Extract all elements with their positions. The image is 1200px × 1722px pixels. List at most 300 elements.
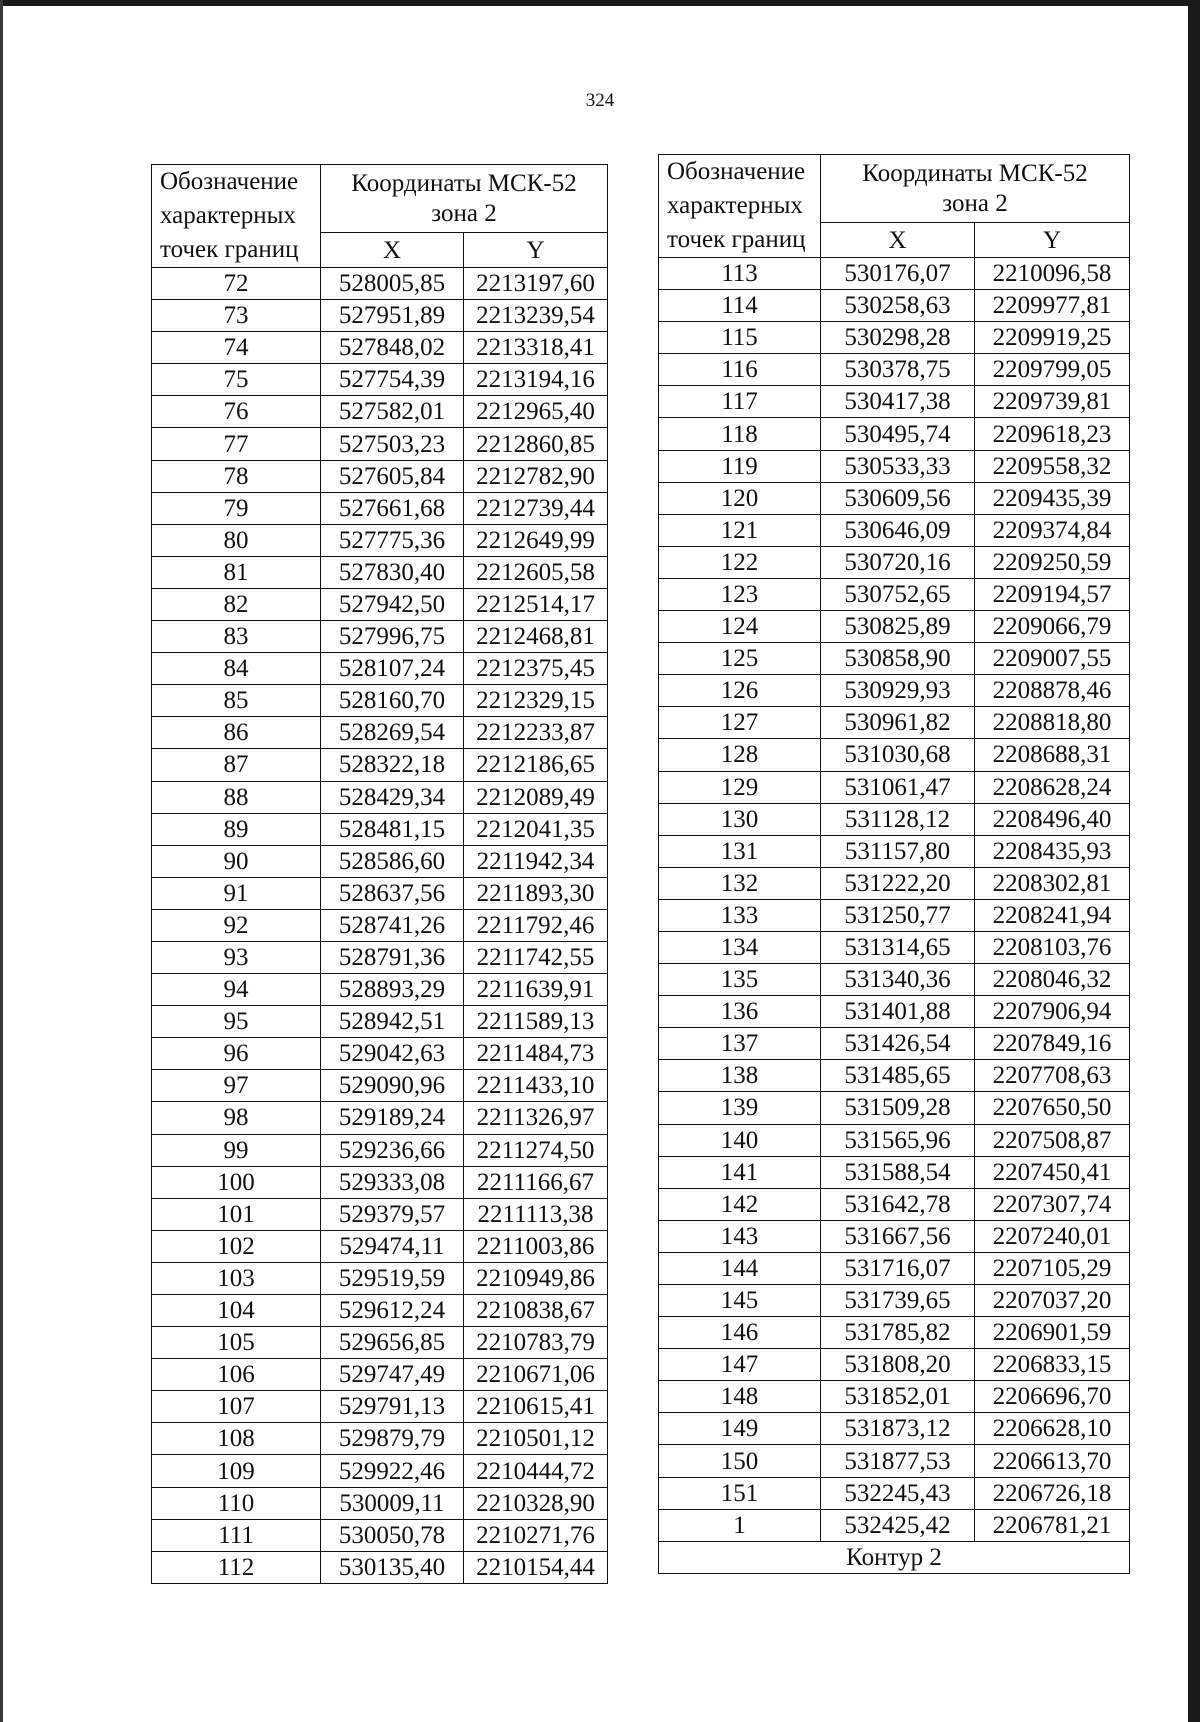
y-cell: 2210615,41 <box>464 1391 608 1423</box>
y-cell: 2209435,39 <box>975 482 1130 514</box>
table-row <box>152 588 608 620</box>
table-row <box>152 556 608 588</box>
y-cell: 2208818,80 <box>975 707 1130 739</box>
y-cell: 2212233,87 <box>464 717 608 749</box>
x-cell: 529189,24 <box>321 1102 464 1134</box>
point-cell: 93 <box>152 941 321 973</box>
x-cell: 528269,54 <box>321 717 464 749</box>
x-cell: 531852,01 <box>821 1381 975 1413</box>
table-row <box>659 1220 1130 1252</box>
y-cell: 2207450,41 <box>975 1156 1130 1188</box>
point-cell: 140 <box>659 1124 821 1156</box>
y-cell: 2210444,72 <box>464 1455 608 1487</box>
point-column-header: Обозначение характерных точек границ <box>152 165 321 268</box>
table-row <box>659 1188 1130 1220</box>
y-cell: 2212860,85 <box>464 428 608 460</box>
y-cell: 2207650,50 <box>975 1092 1130 1124</box>
x-cell: 531667,56 <box>821 1220 975 1252</box>
table-row <box>152 781 608 813</box>
point-cell: 126 <box>659 675 821 707</box>
x-cell: 528586,60 <box>321 845 464 877</box>
y-cell: 2213194,16 <box>464 364 608 396</box>
x-cell: 527582,01 <box>321 396 464 428</box>
point-cell: 87 <box>152 749 321 781</box>
point-column-header: Обозначение характерных точек границ <box>659 155 821 258</box>
table-body-left <box>152 268 608 1584</box>
y-cell: 2208628,24 <box>975 771 1130 803</box>
table-row <box>659 996 1130 1028</box>
y-cell: 2210096,58 <box>975 258 1130 290</box>
point-cell: 77 <box>152 428 321 460</box>
point-cell: 81 <box>152 556 321 588</box>
y-cell: 2212329,15 <box>464 685 608 717</box>
table-row <box>659 1477 1130 1509</box>
point-cell: 139 <box>659 1092 821 1124</box>
scan-border-top <box>0 0 1200 6</box>
x-cell: 529042,63 <box>321 1038 464 1070</box>
point-cell: 130 <box>659 803 821 835</box>
table-row <box>659 675 1130 707</box>
point-cell: 151 <box>659 1477 821 1509</box>
point-cell: 108 <box>152 1423 321 1455</box>
point-cell: 119 <box>659 450 821 482</box>
y-cell: 2212468,81 <box>464 621 608 653</box>
point-cell: 142 <box>659 1188 821 1220</box>
table-row <box>152 653 608 685</box>
x-cell: 527830,40 <box>321 556 464 588</box>
table-row <box>152 332 608 364</box>
x-cell: 529879,79 <box>321 1423 464 1455</box>
point-cell: 123 <box>659 578 821 610</box>
table-row <box>659 482 1130 514</box>
point-cell: 145 <box>659 1285 821 1317</box>
table-row <box>152 1359 608 1391</box>
table-row <box>659 1252 1130 1284</box>
x-cell: 529612,24 <box>321 1295 464 1327</box>
x-cell: 529791,13 <box>321 1391 464 1423</box>
x-cell: 531340,36 <box>821 964 975 996</box>
point-cell: 127 <box>659 707 821 739</box>
x-cell: 531426,54 <box>821 1028 975 1060</box>
y-cell: 2211792,46 <box>464 909 608 941</box>
x-cell: 531808,20 <box>821 1349 975 1381</box>
y-cell: 2207240,01 <box>975 1220 1130 1252</box>
point-cell: 150 <box>659 1445 821 1477</box>
y-cell: 2209799,05 <box>975 354 1130 386</box>
point-cell: 104 <box>152 1295 321 1327</box>
x-cell: 527848,02 <box>321 332 464 364</box>
x-cell: 530298,28 <box>821 322 975 354</box>
x-cell: 531642,78 <box>821 1188 975 1220</box>
point-cell: 90 <box>152 845 321 877</box>
x-cell: 528893,29 <box>321 974 464 1006</box>
table-row <box>659 1124 1130 1156</box>
table-row <box>152 268 608 300</box>
point-cell: 129 <box>659 771 821 803</box>
point-cell: 137 <box>659 1028 821 1060</box>
table-row <box>152 877 608 909</box>
point-cell: 141 <box>659 1156 821 1188</box>
x-cell: 531739,65 <box>821 1285 975 1317</box>
y-cell: 2207708,63 <box>975 1060 1130 1092</box>
point-cell: 74 <box>152 332 321 364</box>
y-cell: 2209066,79 <box>975 611 1130 643</box>
x-cell: 531128,12 <box>821 803 975 835</box>
x-cell: 529747,49 <box>321 1359 464 1391</box>
y-cell: 2211893,30 <box>464 877 608 909</box>
y-cell: 2212041,35 <box>464 813 608 845</box>
y-cell: 2211113,38 <box>464 1198 608 1230</box>
table-row <box>659 418 1130 450</box>
x-cell: 532425,42 <box>821 1509 975 1541</box>
table-row <box>152 1038 608 1070</box>
table-row <box>152 1391 608 1423</box>
point-cell: 75 <box>152 364 321 396</box>
table-row <box>659 386 1130 418</box>
table-row <box>152 749 608 781</box>
x-cell: 529236,66 <box>321 1134 464 1166</box>
x-cell: 528322,18 <box>321 749 464 781</box>
x-cell: 531509,28 <box>821 1092 975 1124</box>
y-cell: 2212186,65 <box>464 749 608 781</box>
y-cell: 2208046,32 <box>975 964 1130 996</box>
table-row <box>152 428 608 460</box>
x-cell: 530825,89 <box>821 611 975 643</box>
point-cell: 113 <box>659 258 821 290</box>
y-cell: 2211484,73 <box>464 1038 608 1070</box>
point-cell: 103 <box>152 1262 321 1294</box>
point-cell: 92 <box>152 909 321 941</box>
table-row <box>659 739 1130 771</box>
table-row <box>152 1102 608 1134</box>
x-cell: 530495,74 <box>821 418 975 450</box>
y-cell: 2211166,67 <box>464 1166 608 1198</box>
x-cell: 531030,68 <box>821 739 975 771</box>
table-row <box>152 1551 608 1583</box>
x-cell: 530135,40 <box>321 1551 464 1583</box>
y-cell: 2210271,76 <box>464 1519 608 1551</box>
point-cell: 95 <box>152 1006 321 1038</box>
x-cell: 530929,93 <box>821 675 975 707</box>
table-row <box>659 546 1130 578</box>
point-cell: 82 <box>152 588 321 620</box>
x-cell: 530417,38 <box>821 386 975 418</box>
x-cell: 528741,26 <box>321 909 464 941</box>
table-row <box>659 771 1130 803</box>
table-row <box>152 717 608 749</box>
scan-border-left <box>0 0 3 1722</box>
x-cell: 531314,65 <box>821 931 975 963</box>
point-cell: 132 <box>659 867 821 899</box>
y-cell: 2209250,59 <box>975 546 1130 578</box>
x-cell: 528637,56 <box>321 877 464 909</box>
point-cell: 115 <box>659 322 821 354</box>
y-cell: 2210838,67 <box>464 1295 608 1327</box>
point-cell: 125 <box>659 643 821 675</box>
table-row <box>152 1198 608 1230</box>
x-cell: 531716,07 <box>821 1252 975 1284</box>
y-cell: 2208688,31 <box>975 739 1130 771</box>
y-cell: 2210501,12 <box>464 1423 608 1455</box>
x-cell: 527661,68 <box>321 492 464 524</box>
x-cell: 528160,70 <box>321 685 464 717</box>
point-cell: 133 <box>659 899 821 931</box>
x-cell: 529519,59 <box>321 1262 464 1294</box>
x-cell: 531061,47 <box>821 771 975 803</box>
x-cell: 531785,82 <box>821 1317 975 1349</box>
point-cell: 80 <box>152 524 321 556</box>
x-cell: 530961,82 <box>821 707 975 739</box>
point-cell: 114 <box>659 290 821 322</box>
table-row <box>659 1285 1130 1317</box>
point-cell: 105 <box>152 1327 321 1359</box>
y-cell: 2213318,41 <box>464 332 608 364</box>
table-row <box>659 1060 1130 1092</box>
point-cell: 121 <box>659 514 821 546</box>
table-row <box>152 909 608 941</box>
y-cell: 2208241,94 <box>975 899 1130 931</box>
table-row <box>659 1349 1130 1381</box>
table-row <box>152 1230 608 1262</box>
point-cell: 128 <box>659 739 821 771</box>
table-row <box>659 578 1130 610</box>
table-row <box>659 1445 1130 1477</box>
point-cell: 84 <box>152 653 321 685</box>
x-cell: 531485,65 <box>821 1060 975 1092</box>
y-cell: 2209919,25 <box>975 322 1130 354</box>
y-cell: 2210154,44 <box>464 1551 608 1583</box>
x-cell: 528107,24 <box>321 653 464 685</box>
x-cell: 531588,54 <box>821 1156 975 1188</box>
x-cell: 531222,20 <box>821 867 975 899</box>
table-row <box>659 354 1130 386</box>
y-cell: 2207307,74 <box>975 1188 1130 1220</box>
point-cell: 143 <box>659 1220 821 1252</box>
point-cell: 73 <box>152 300 321 332</box>
point-cell: 86 <box>152 717 321 749</box>
table-row <box>659 258 1130 290</box>
point-cell: 109 <box>152 1455 321 1487</box>
table-row <box>152 460 608 492</box>
table-row <box>152 813 608 845</box>
point-cell: 138 <box>659 1060 821 1092</box>
y-cell: 2209374,84 <box>975 514 1130 546</box>
table-row <box>659 1509 1130 1541</box>
y-cell: 2208302,81 <box>975 867 1130 899</box>
point-cell: 122 <box>659 546 821 578</box>
table-row <box>659 611 1130 643</box>
point-cell: 118 <box>659 418 821 450</box>
table-row <box>659 290 1130 322</box>
table-row <box>659 322 1130 354</box>
point-cell: 124 <box>659 611 821 643</box>
y-cell: 2206613,70 <box>975 1445 1130 1477</box>
y-cell: 2211639,91 <box>464 974 608 1006</box>
x-cell: 530858,90 <box>821 643 975 675</box>
table-row <box>659 931 1130 963</box>
y-cell: 2212965,40 <box>464 396 608 428</box>
table-row <box>152 364 608 396</box>
y-cell: 2212605,58 <box>464 556 608 588</box>
point-cell: 76 <box>152 396 321 428</box>
point-cell: 83 <box>152 621 321 653</box>
table-row <box>659 1156 1130 1188</box>
table-row <box>659 964 1130 996</box>
point-cell: 91 <box>152 877 321 909</box>
y-cell: 2207105,29 <box>975 1252 1130 1284</box>
coordinates-group-header: Координаты МСК-52 зона 2 <box>321 165 608 233</box>
point-cell: 120 <box>659 482 821 514</box>
x-cell: 531157,80 <box>821 835 975 867</box>
y-cell: 2207508,87 <box>975 1124 1130 1156</box>
x-cell: 530258,63 <box>821 290 975 322</box>
y-cell: 2209618,23 <box>975 418 1130 450</box>
point-cell: 89 <box>152 813 321 845</box>
x-cell: 527605,84 <box>321 460 464 492</box>
table-row <box>152 1166 608 1198</box>
y-cell: 2206833,15 <box>975 1349 1130 1381</box>
table-row <box>659 450 1130 482</box>
page-number: 324 <box>585 90 615 111</box>
point-cell: 117 <box>659 386 821 418</box>
y-cell: 2211274,50 <box>464 1134 608 1166</box>
point-cell: 102 <box>152 1230 321 1262</box>
table-row <box>152 524 608 556</box>
point-cell: 79 <box>152 492 321 524</box>
table-row <box>659 1092 1130 1124</box>
x-cell: 531877,53 <box>821 1445 975 1477</box>
y-cell: 2208103,76 <box>975 931 1130 963</box>
y-cell: 2210671,06 <box>464 1359 608 1391</box>
y-cell: 2210783,79 <box>464 1327 608 1359</box>
y-cell: 2206781,21 <box>975 1509 1130 1541</box>
point-cell: 111 <box>152 1519 321 1551</box>
table-row <box>659 707 1130 739</box>
point-cell: 136 <box>659 996 821 1028</box>
x-cell: 528429,34 <box>321 781 464 813</box>
x-cell: 530752,65 <box>821 578 975 610</box>
point-cell: 149 <box>659 1413 821 1445</box>
table-row <box>152 492 608 524</box>
table-row <box>659 1028 1130 1060</box>
y-cell: 2211942,34 <box>464 845 608 877</box>
point-cell: 106 <box>152 1359 321 1391</box>
y-cell: 2207037,20 <box>975 1285 1130 1317</box>
x-cell: 529656,85 <box>321 1327 464 1359</box>
x-column-header: X <box>321 233 464 268</box>
point-cell: 116 <box>659 354 821 386</box>
x-cell: 527996,75 <box>321 621 464 653</box>
x-cell: 528791,36 <box>321 941 464 973</box>
table-row <box>152 1519 608 1551</box>
point-cell: 144 <box>659 1252 821 1284</box>
table-body-right <box>659 258 1130 1542</box>
y-cell: 2206726,18 <box>975 1477 1130 1509</box>
y-cell: 2212089,49 <box>464 781 608 813</box>
y-cell: 2211433,10 <box>464 1070 608 1102</box>
y-cell: 2212739,44 <box>464 492 608 524</box>
point-cell: 94 <box>152 974 321 1006</box>
coordinates-table-right <box>658 154 1130 1574</box>
point-cell: 78 <box>152 460 321 492</box>
table-row <box>659 803 1130 835</box>
point-cell: 100 <box>152 1166 321 1198</box>
y-cell: 2210949,86 <box>464 1262 608 1294</box>
table-row <box>152 1006 608 1038</box>
x-cell: 530646,09 <box>821 514 975 546</box>
x-column-header: X <box>821 223 975 258</box>
x-cell: 527951,89 <box>321 300 464 332</box>
table-row <box>152 941 608 973</box>
point-cell: 134 <box>659 931 821 963</box>
point-cell: 99 <box>152 1134 321 1166</box>
table-row <box>152 685 608 717</box>
y-cell: 2206628,10 <box>975 1413 1130 1445</box>
x-cell: 528942,51 <box>321 1006 464 1038</box>
point-cell: 135 <box>659 964 821 996</box>
table-row <box>152 1262 608 1294</box>
table-row <box>659 1317 1130 1349</box>
table-row <box>152 1134 608 1166</box>
y-cell: 2212375,45 <box>464 653 608 685</box>
x-cell: 528005,85 <box>321 268 464 300</box>
x-cell: 529333,08 <box>321 1166 464 1198</box>
coordinates-group-header: Координаты МСК-52 зона 2 <box>821 155 1130 223</box>
x-cell: 530720,16 <box>821 546 975 578</box>
point-cell: 85 <box>152 685 321 717</box>
y-cell: 2211589,13 <box>464 1006 608 1038</box>
x-cell: 531250,77 <box>821 899 975 931</box>
x-cell: 530533,33 <box>821 450 975 482</box>
x-cell: 532245,43 <box>821 1477 975 1509</box>
x-cell: 531401,88 <box>821 996 975 1028</box>
y-cell: 2207906,94 <box>975 996 1130 1028</box>
x-cell: 530609,56 <box>821 482 975 514</box>
y-cell: 2209558,32 <box>975 450 1130 482</box>
x-cell: 531565,96 <box>821 1124 975 1156</box>
table-row <box>152 845 608 877</box>
y-cell: 2209007,55 <box>975 643 1130 675</box>
x-cell: 527503,23 <box>321 428 464 460</box>
x-cell: 528481,15 <box>321 813 464 845</box>
point-cell: 146 <box>659 1317 821 1349</box>
y-cell: 2207849,16 <box>975 1028 1130 1060</box>
y-cell: 2213197,60 <box>464 268 608 300</box>
table-row <box>659 835 1130 867</box>
y-cell: 2212782,90 <box>464 460 608 492</box>
y-cell: 2206901,59 <box>975 1317 1130 1349</box>
y-cell: 2208435,93 <box>975 835 1130 867</box>
point-cell: 96 <box>152 1038 321 1070</box>
x-cell: 527942,50 <box>321 588 464 620</box>
y-cell: 2209194,57 <box>975 578 1130 610</box>
point-cell: 147 <box>659 1349 821 1381</box>
table-row <box>152 1423 608 1455</box>
point-cell: 88 <box>152 781 321 813</box>
x-cell: 529090,96 <box>321 1070 464 1102</box>
y-cell: 2209739,81 <box>975 386 1130 418</box>
x-cell: 529474,11 <box>321 1230 464 1262</box>
table-row <box>152 1295 608 1327</box>
point-cell: 72 <box>152 268 321 300</box>
x-cell: 530050,78 <box>321 1519 464 1551</box>
point-cell: 131 <box>659 835 821 867</box>
point-cell: 107 <box>152 1391 321 1423</box>
y-cell: 2212514,17 <box>464 588 608 620</box>
point-cell: 148 <box>659 1381 821 1413</box>
table-row <box>659 514 1130 546</box>
scan-border-right <box>1188 0 1200 1722</box>
